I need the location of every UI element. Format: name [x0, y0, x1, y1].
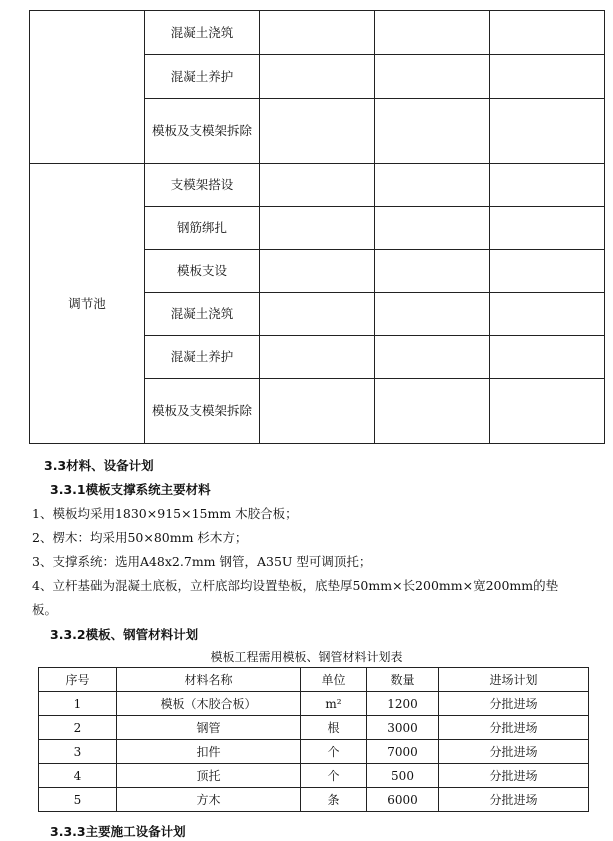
qty-cell: 6000: [367, 788, 439, 812]
header-cell: 单位: [301, 668, 367, 692]
header-cell: 材料名称: [117, 668, 301, 692]
empty-cell: [260, 164, 375, 207]
table-row: [30, 164, 605, 207]
empty-cell: [260, 207, 375, 250]
name-cell: 顶托: [117, 764, 301, 788]
header-cell: 数量: [367, 668, 439, 692]
empty-cell: [375, 11, 490, 55]
table-header-row: [39, 668, 589, 692]
unit-cell: 根: [301, 716, 367, 740]
empty-cell: [490, 293, 605, 336]
empty-cell: [490, 336, 605, 379]
empty-cell: [375, 164, 490, 207]
work-area-cell: [30, 11, 145, 164]
name-cell: 钢管: [117, 716, 301, 740]
list-item: 1、模板均采用1830×915×15mm 木胶合板；: [32, 506, 298, 521]
section-heading-3-3-1: 3.3.1模板支撑系统主要材料: [50, 482, 211, 497]
name-cell: 方木: [117, 788, 301, 812]
qty-cell: 7000: [367, 740, 439, 764]
plan-cell: 分批进场: [439, 716, 589, 740]
unit-cell: m²: [301, 692, 367, 716]
table-row: [30, 11, 605, 55]
task-cell: 钢筋绑扎: [145, 207, 260, 250]
task-cell: 混凝土浇筑: [145, 293, 260, 336]
empty-cell: [375, 379, 490, 444]
list-item-continuation: 板。: [32, 602, 58, 617]
list-item: 3、支撑系统：选用A48x2.7mm 钢管，A35U 型可调顶托；: [32, 554, 372, 569]
no-cell: 1: [39, 692, 117, 716]
table-row: [39, 788, 589, 812]
empty-cell: [260, 99, 375, 164]
table-row: [39, 740, 589, 764]
table-row: [39, 692, 589, 716]
unit-cell: 条: [301, 788, 367, 812]
qty-cell: 3000: [367, 716, 439, 740]
empty-cell: [375, 55, 490, 99]
empty-cell: [260, 11, 375, 55]
task-cell: 模板支设: [145, 250, 260, 293]
empty-cell: [375, 250, 490, 293]
task-cell: 支模架搭设: [145, 164, 260, 207]
section-heading-3-3-3: 3.3.3主要施工设备计划: [50, 824, 186, 839]
materials-table: [38, 667, 589, 812]
empty-cell: [260, 250, 375, 293]
empty-cell: [490, 250, 605, 293]
empty-cell: [490, 99, 605, 164]
section-heading-3-3: 3.3材料、设备计划: [44, 458, 154, 473]
table-row: [39, 716, 589, 740]
empty-cell: [375, 99, 490, 164]
empty-cell: [375, 336, 490, 379]
section-heading-3-3-2: 3.3.2模板、钢管材料计划: [50, 627, 199, 642]
no-cell: 3: [39, 740, 117, 764]
unit-cell: 个: [301, 740, 367, 764]
empty-cell: [490, 55, 605, 99]
no-cell: 5: [39, 788, 117, 812]
table-caption: 模板工程需用模板、钢管材料计划表: [210, 650, 403, 664]
header-cell: 序号: [39, 668, 117, 692]
construction-schedule-table: [29, 10, 605, 444]
qty-cell: 500: [367, 764, 439, 788]
task-cell: 模板及支模架拆除: [145, 379, 260, 444]
empty-cell: [260, 379, 375, 444]
empty-cell: [490, 379, 605, 444]
work-area-cell: 调节池: [30, 164, 145, 444]
empty-cell: [260, 336, 375, 379]
empty-cell: [490, 164, 605, 207]
plan-cell: 分批进场: [439, 740, 589, 764]
no-cell: 4: [39, 764, 117, 788]
name-cell: 模板（木胶合板）: [117, 692, 301, 716]
list-item: 2、楞木：均采用50×80mm 杉木方；: [32, 530, 248, 545]
table-row: [39, 764, 589, 788]
empty-cell: [375, 293, 490, 336]
header-cell: 进场计划: [439, 668, 589, 692]
no-cell: 2: [39, 716, 117, 740]
plan-cell: 分批进场: [439, 692, 589, 716]
name-cell: 扣件: [117, 740, 301, 764]
empty-cell: [260, 293, 375, 336]
empty-cell: [375, 207, 490, 250]
unit-cell: 个: [301, 764, 367, 788]
plan-cell: 分批进场: [439, 764, 589, 788]
qty-cell: 1200: [367, 692, 439, 716]
plan-cell: 分批进场: [439, 788, 589, 812]
empty-cell: [490, 11, 605, 55]
empty-cell: [260, 55, 375, 99]
task-cell: 混凝土养护: [145, 55, 260, 99]
task-cell: 混凝土养护: [145, 336, 260, 379]
task-cell: 混凝土浇筑: [145, 11, 260, 55]
empty-cell: [490, 207, 605, 250]
list-item: 4、立杆基础为混凝土底板，立杆底部均设置垫板，底垫厚50mm×长200mm×宽200mm的垫: [32, 578, 559, 593]
task-cell: 模板及支模架拆除: [145, 99, 260, 164]
